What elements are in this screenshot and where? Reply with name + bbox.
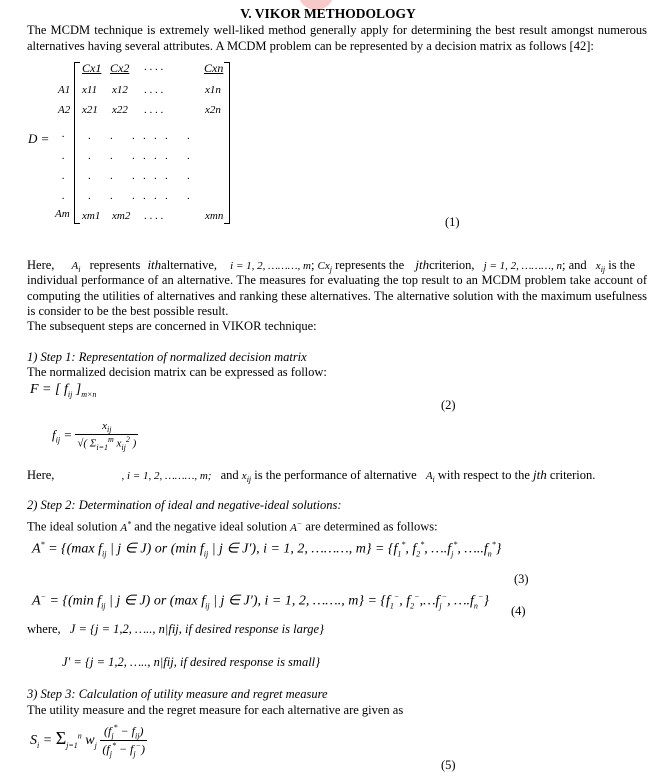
row-label-dot: . (62, 150, 65, 162)
symbol-j-range: j = 1, 2, ………, n (483, 260, 562, 272)
step3-text: The utility measure and the regret measure for each alternative are given as (27, 703, 404, 717)
matrix-cell: x2n (205, 104, 221, 116)
equation-fij: $f_{ij}$ = $\frac{x_{ij}}{√( \Sigma_{i=1}^m x_{ij}^2 )}$ (52, 420, 137, 453)
symbol-i-range: i = 1, 2, ………, m (230, 260, 311, 272)
col-header-2: Cx2 (110, 61, 130, 75)
row-label-2: A2 (58, 104, 71, 116)
row-label-dot: . (62, 170, 65, 182)
here-paragraph-rest: individual performance of an alternative. The measures for evaluating the top result to an MCDM problem take account of computing the utilities of alternatives and ranking these alternatives. The alternative solution with the maximum usefulness is consider to be the best possible result. (27, 273, 647, 318)
matrix-cell: x21 (82, 104, 98, 116)
matrix-cell: xm1 (82, 210, 101, 222)
matrix-label: D = (28, 131, 50, 146)
equation-number-4: (4) (511, 604, 526, 618)
matrix-cell: x22 (112, 104, 128, 116)
where-j-large: where, J = {j = 1,2, ….., n|fij, if desired response is large} (27, 622, 325, 636)
equation-2: F = [ $f_{ij}$ ]$_{m\times n}$ (30, 382, 97, 399)
step2-title: 2) Step 2: Determination of ideal and negative-ideal solutions: (27, 498, 342, 512)
step1-here-line: Here, , i = 1, 2, ………, m; and $x_{ij}$ is the performance of alternative $A_i$ with respect to the jth criterion. (27, 467, 596, 485)
symbol-cxj: $Cx_j$ (317, 260, 333, 275)
matrix-bracket-left (74, 62, 80, 224)
section-title: V. VIKOR METHODOLOGY (240, 6, 416, 21)
intro-paragraph: The MCDM technique is extremely well-liked method generally apply for determining the best result amongst numerous alternatives having several attributes. A MCDM problem can be represented by a decision matrix as follows [42]: (27, 23, 647, 53)
subsequent-steps: The subsequent steps are concerned in VIKOR technique: (27, 319, 317, 333)
equation-number-3: (3) (514, 572, 529, 586)
row-label-1: A1 (58, 84, 71, 96)
equation-5: $S_i = \Sigma_{j=1}^n$ $w_j$ $\frac{(f_j^* - f_{ij})}{(f_j^* - f_j^-)}$ (30, 723, 146, 759)
matrix-dots-grid: . . . . . . . . . . . . . . . . . . . . . . . . . . . . (88, 130, 190, 202)
matrix-cell: . . . . (144, 104, 164, 116)
symbol-ai: $A_i$ (71, 260, 81, 275)
matrix-cell: xm2 (112, 210, 131, 222)
equation-number-1: (1) (445, 215, 460, 229)
matrix-cell: . . . . (144, 210, 164, 222)
step1-text: The normalized decision matrix can be expressed as follow: (27, 365, 327, 379)
row-label-m: Am (55, 208, 70, 220)
step3-title: 3) Step 3: Calculation of utility measure and regret measure (27, 687, 328, 701)
matrix-bracket-right (224, 62, 230, 224)
symbol-ith: ith (147, 257, 162, 272)
where-j-small: J′ = {j = 1,2, ….., n|fij, if desired response is small} (62, 655, 321, 669)
row-label-dot: . (62, 190, 65, 202)
here-line: Here, $A_i$ represents ithalternative, i = 1, 2, ………, m; $Cx_j$ represents the jthcriterion, j = 1, 2, ………, n; and $x_{ij}$ is the (27, 257, 635, 275)
equation-4: A− = {(min $f_{ij}$ | j ∈ J) or (max $f_{ij}$ | j ∈ J′), i = 1, 2, ……., $m\} = \{f_1^-$, $f_2^-,\dots f_j^-$, $\dots.f_n^-$} (32, 592, 489, 611)
col-header-1: Cx1 (82, 61, 102, 75)
matrix-cell: x11 (82, 84, 98, 96)
matrix-cell: x12 (112, 84, 128, 96)
symbol-jth: jth (415, 257, 430, 272)
equation-number-2: (2) (441, 398, 456, 412)
symbol-xij: $x_{ij}$ (595, 260, 606, 275)
matrix-cell: . . . . (144, 84, 164, 96)
equation-3: A* = {(max $f_{ij}$ | j ∈ J) or (min $f_{ij}$ | j ∈ J′), i = 1, 2, ………, $m\} = \{f_1^*$, $f_2^*$, $\dots.f_j^*$, $\dots..f_n^*$} (32, 540, 502, 559)
equation-number-5: (5) (441, 758, 456, 772)
row-label-dot: . (62, 128, 65, 140)
step1-title: 1) Step 1: Representation of normalized decision matrix (27, 350, 307, 364)
step2-text: The ideal solution A* and the negative ideal solution A− are determined as follows: (27, 519, 438, 534)
matrix-cell: x1n (205, 84, 221, 96)
col-header-dots: . . . . (144, 61, 164, 73)
col-header-n: Cxn (204, 61, 224, 75)
matrix-cell: xmn (205, 210, 224, 222)
